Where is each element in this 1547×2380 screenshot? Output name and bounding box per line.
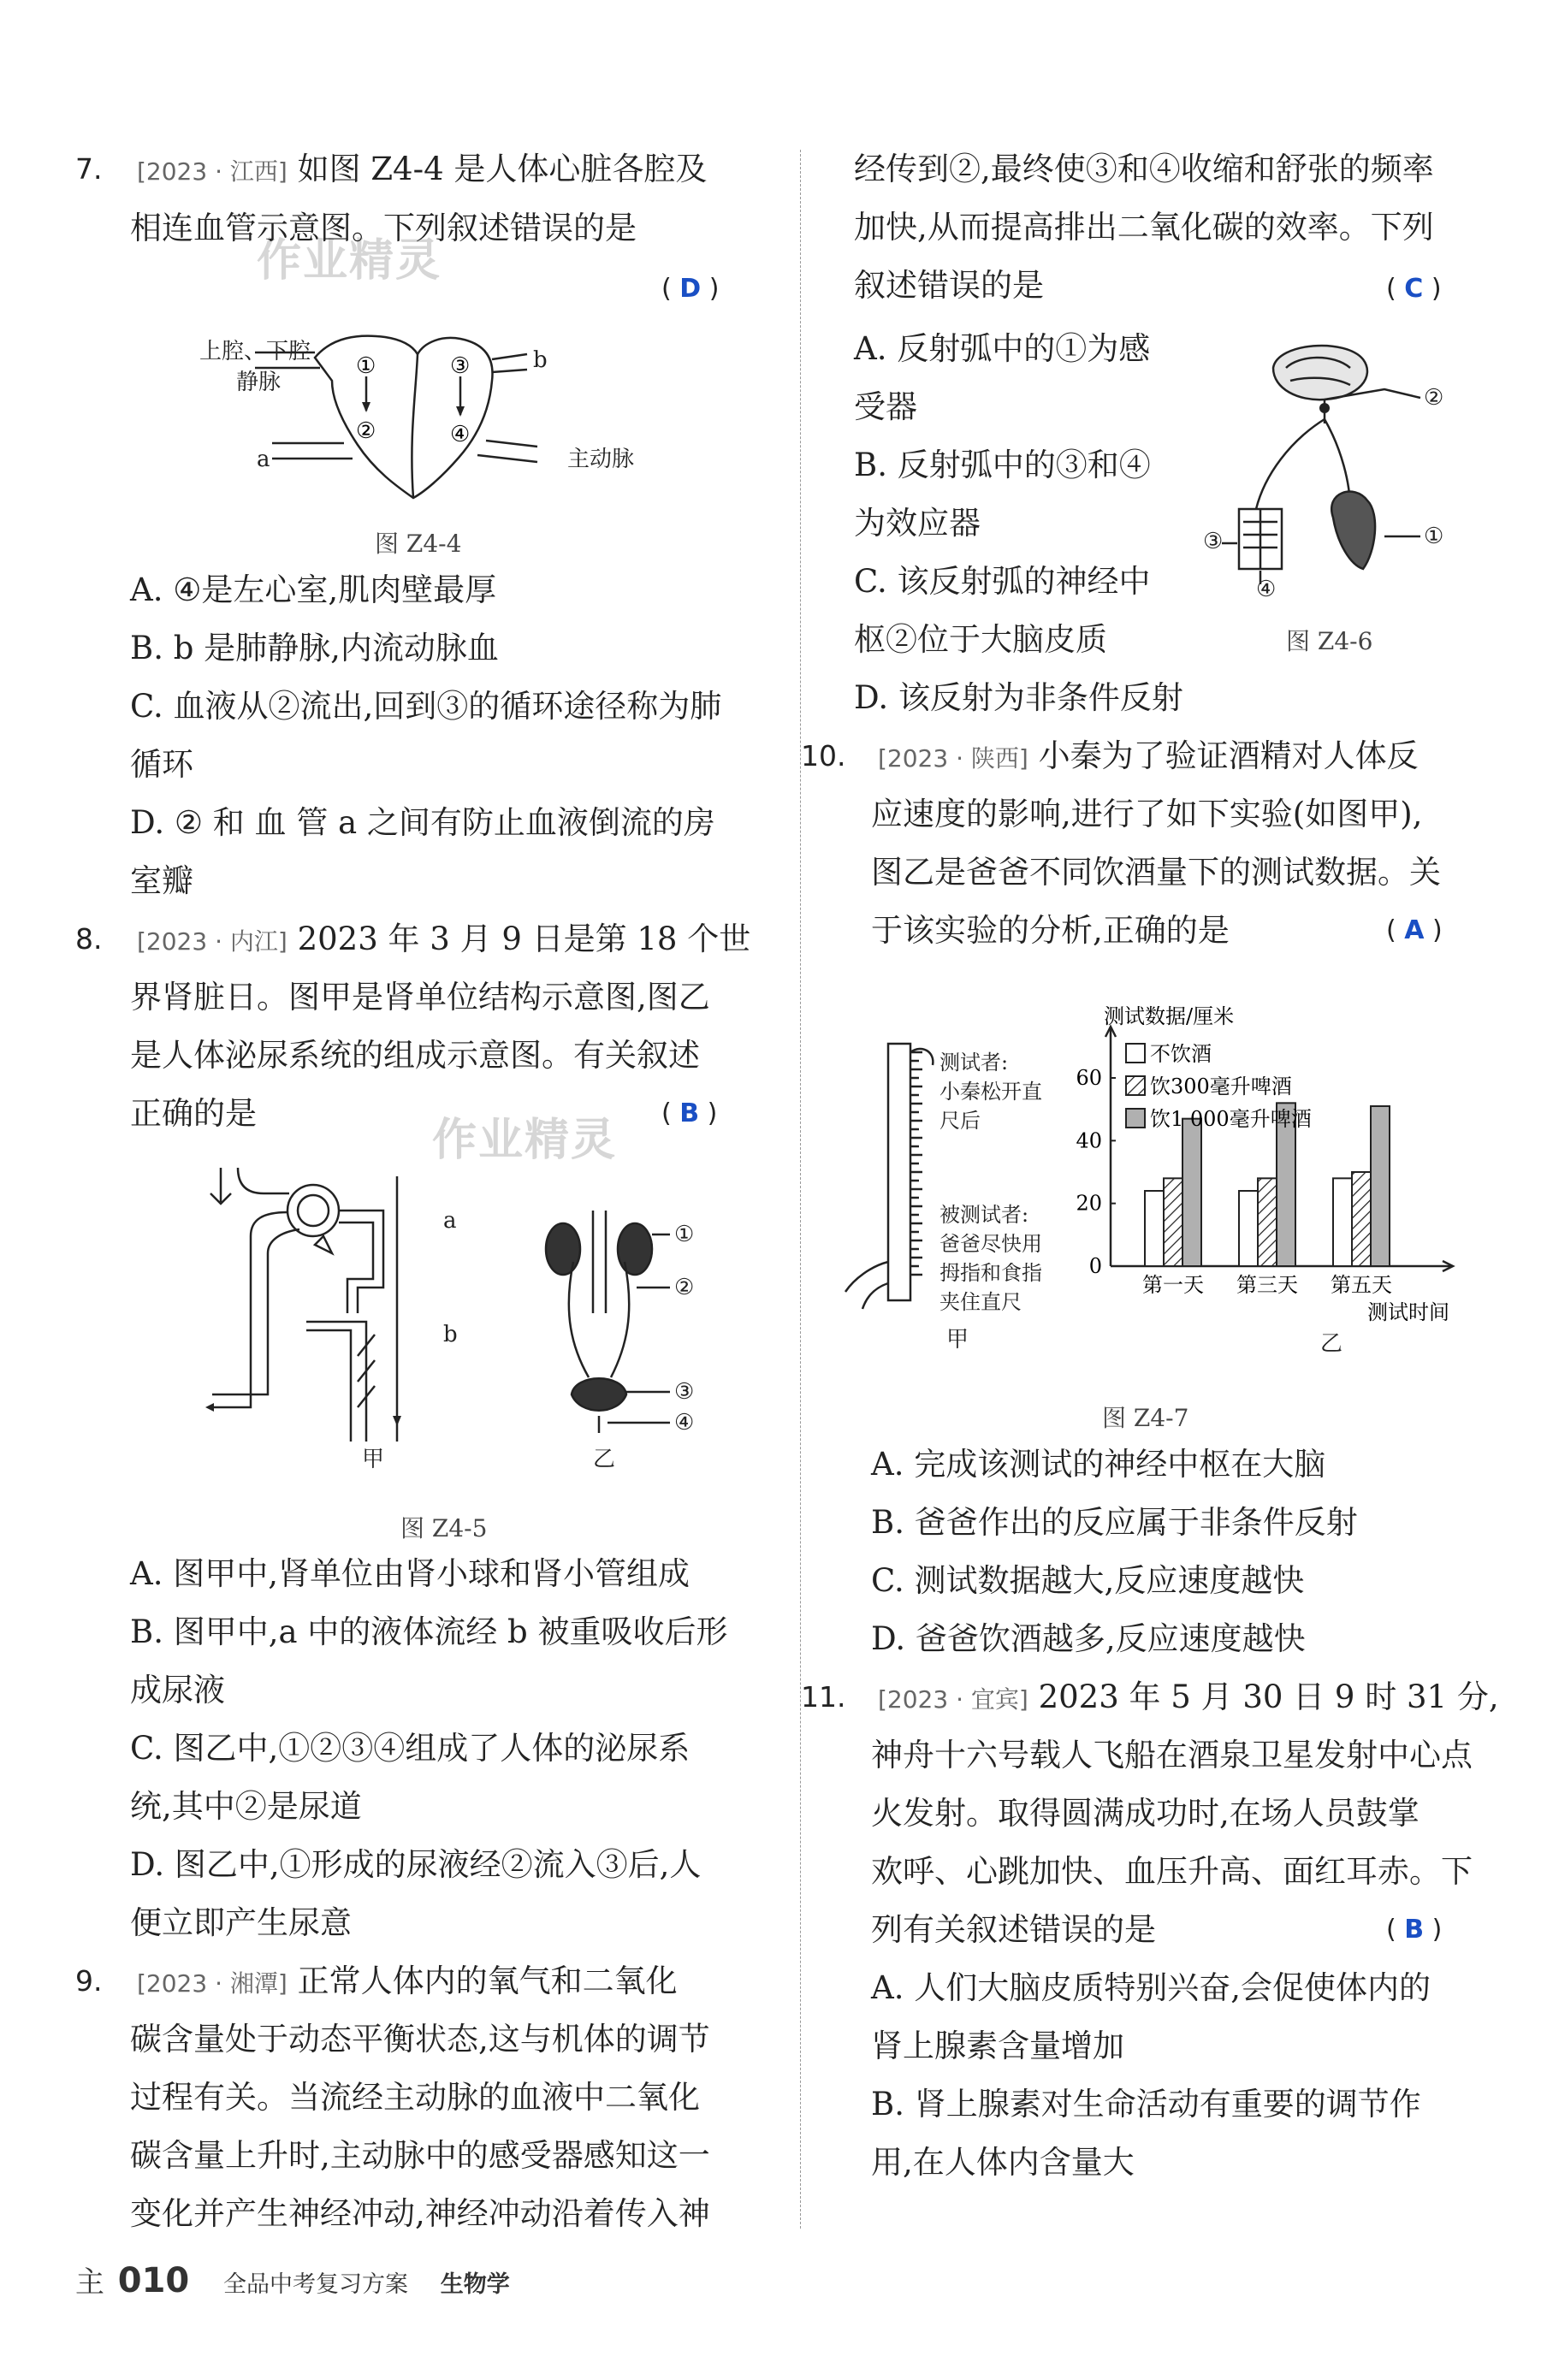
question-stem: 加快,从而提高排出二氧化碳的效率。下列 (854, 209, 1434, 246)
question-stem: 正确的是 (130, 1095, 257, 1132)
answer-choice: ( A ) (1386, 915, 1443, 945)
figure-caption: 图 Z4-6 (1286, 627, 1373, 655)
option-b: B. b 是肺静脉,内流动脉血 (130, 630, 499, 666)
question-source: [2023 · 宜宾] (878, 1685, 1028, 1714)
figure-caption: 图 Z4-4 (375, 530, 462, 558)
question-number: 9. (75, 1964, 103, 1998)
bar (1239, 1191, 1258, 1266)
option-c-cont: 枢②位于大脑皮质 (854, 621, 1107, 658)
option-c: C. 测试数据越大,反应速度越快 (871, 1562, 1305, 1599)
label-aorta: 主动脉 (567, 447, 635, 472)
y-tick-label: 0 (1088, 1254, 1102, 1278)
question-stem: 火发射。取得圆满成功时,在场人员鼓掌 (871, 1795, 1420, 1832)
question-stem: 神舟十六号载人飞船在酒泉卫星发射中心点 (871, 1737, 1473, 1773)
question-stem: 应速度的影响,进行了如下实验(如图甲), (871, 796, 1423, 832)
option-d-cont: 室瓣 (130, 862, 193, 899)
question-number: 10. (801, 739, 846, 773)
testee-label: 爸爸尽快用 (939, 1232, 1042, 1256)
question-stem: 碳含量上升时,主动脉中的感受器感知这一 (130, 2137, 710, 2174)
page-footer (75, 2259, 510, 2300)
x-tick-label: 第一天 (1142, 1273, 1204, 1297)
question-stem: [2023 · 陕西] 小秦为了验证酒精对人体反 (878, 737, 1419, 774)
legend-swatch (1126, 1109, 1145, 1128)
bar (1371, 1106, 1390, 1266)
question-stem: [2023 · 宜宾] 2023 年 5 月 30 日 9 时 31 分, (878, 1678, 1499, 1715)
question-source: [2023 · 内江] (137, 927, 287, 956)
option-a: A. 图甲中,肾单位由肾小球和肾小管组成 (130, 1555, 691, 1592)
testee-label: 被测试者: (939, 1203, 1029, 1227)
bar (1164, 1178, 1182, 1266)
label-yi: 乙 (593, 1447, 616, 1472)
reflex-arc-diagram (1205, 338, 1453, 586)
chamber-2: ② (356, 418, 376, 444)
ruler-test-diagram (837, 1035, 939, 1317)
answer-choice: ( D ) (661, 274, 720, 304)
question-stem: 界肾脏日。图甲是肾单位结构示意图,图乙 (130, 979, 710, 1015)
answer-choice: ( C ) (1386, 274, 1442, 304)
label-a: a (443, 1208, 457, 1234)
y-tick-label: 60 (1076, 1066, 1102, 1090)
tester-label: 小秦松开直 (939, 1080, 1042, 1104)
option-a: A. 人们大脑皮质特别兴奋,会促使体内的 (871, 1969, 1431, 2006)
question-stem: 欢呼、心跳加快、血压升高、面红耳赤。下 (871, 1853, 1473, 1890)
option-a: A. ④是左心室,肌肉壁最厚 (130, 571, 497, 608)
chamber-3: ③ (450, 353, 471, 379)
x-tick-label: 第五天 (1331, 1273, 1392, 1297)
legend-swatch (1126, 1076, 1145, 1095)
answer-choice: ( B ) (661, 1098, 718, 1128)
label-2: ② (674, 1275, 695, 1300)
option-a: A. 反射弧中的①为感 (854, 330, 1151, 367)
option-d-cont: 便立即产生尿意 (130, 1904, 352, 1941)
y-tick-label: 40 (1076, 1128, 1102, 1153)
label-1: ① (1424, 524, 1444, 549)
question-stem: 叙述错误的是 (854, 267, 1044, 304)
label-1: ① (674, 1222, 695, 1247)
option-a-cont: 肾上腺素含量增加 (871, 2028, 1124, 2064)
question-stem: 图乙是爸爸不同饮酒量下的测试数据。关 (871, 854, 1441, 891)
option-d: D. 图乙中,①形成的尿液经②流入③后,人 (130, 1846, 702, 1883)
option-a-cont: 受器 (854, 388, 917, 425)
label-b: b (443, 1322, 458, 1347)
label-4: ④ (674, 1410, 695, 1436)
label-vena-cava: 静脉 (236, 370, 282, 395)
figure-caption: 图 Z4-5 (400, 1514, 488, 1542)
question-number: 7. (75, 152, 103, 186)
label-b: b (533, 347, 548, 373)
legend-label: 不饮酒 (1150, 1042, 1212, 1066)
question-source: [2023 · 江西] (137, 157, 287, 186)
bar (1182, 1119, 1201, 1266)
option-d: D. ② 和 血 管 a 之间有防止血液倒流的房 (130, 804, 715, 841)
page-number: 010 (117, 2261, 190, 2300)
question-source: [2023 · 陕西] (878, 744, 1028, 773)
question-stem: [2023 · 江西] 如图 Z4-4 是人体心脏各腔及 (137, 151, 708, 187)
option-d: D. 该反射为非条件反射 (854, 679, 1183, 716)
subject-name: 生物学 (440, 2271, 510, 2298)
option-b: B. 图甲中,a 中的液体流经 b 被重吸收后形 (130, 1613, 728, 1650)
question-source: [2023 · 湘潭] (137, 1969, 287, 1998)
x-tick-label: 第三天 (1236, 1273, 1298, 1297)
option-d: D. 爸爸饮酒越多,反应速度越快 (871, 1620, 1306, 1657)
column-divider (800, 150, 801, 2229)
label-jia: 甲 (946, 1327, 969, 1353)
option-b: B. 反射弧中的③和④ (854, 447, 1151, 483)
question-number: 8. (75, 922, 103, 956)
y-tick-label: 20 (1076, 1191, 1102, 1216)
y-axis-label: 测试数据/厘米 (1104, 1004, 1235, 1028)
question-stem: 于该实验的分析,正确的是 (871, 912, 1230, 949)
watermark: 作业精灵 (432, 1115, 618, 1166)
label-a: a (257, 447, 270, 472)
question-stem: 列有关叙述错误的是 (871, 1911, 1156, 1948)
figure-caption: 图 Z4-7 (1102, 1404, 1189, 1432)
option-c-cont: 循环 (130, 746, 193, 783)
option-b-cont: 成尿液 (130, 1672, 225, 1708)
question-stem: [2023 · 内江] 2023 年 3 月 9 日是第 18 个世 (137, 921, 751, 957)
legend-swatch (1126, 1044, 1145, 1063)
tester-label: 测试者: (939, 1051, 1009, 1075)
label-jia: 甲 (362, 1447, 385, 1472)
question-stem: 碳含量处于动态平衡状态,这与机体的调节 (130, 2021, 710, 2057)
testee-label: 拇指和食指 (939, 1261, 1042, 1285)
bar (1333, 1178, 1352, 1266)
label-vena-cava: 上腔、下腔 (199, 339, 311, 364)
answer-choice: ( B ) (1386, 1915, 1443, 1945)
nephron-diagram (204, 1159, 443, 1442)
label-3: ③ (1203, 529, 1224, 554)
legend-label: 饮300毫升啤酒 (1150, 1075, 1292, 1098)
tester-label: 尺后 (939, 1109, 981, 1133)
option-c-cont: 统,其中②是尿道 (130, 1788, 362, 1825)
legend-label: 饮1 000毫升啤酒 (1150, 1107, 1312, 1131)
x-axis-label: 测试时间 (1367, 1300, 1449, 1324)
bar (1145, 1191, 1164, 1266)
question-stem: 变化并产生神经冲动,神经冲动沿着传入神 (130, 2195, 710, 2232)
option-a: A. 完成该测试的神经中枢在大脑 (871, 1446, 1326, 1483)
testee-label: 夹住直尺 (939, 1290, 1022, 1314)
option-b-cont: 用,在人体内含量大 (871, 2144, 1135, 2181)
option-b-cont: 为效应器 (854, 505, 981, 542)
question-stem: 经传到②,最终使③和④收缩和舒张的频率 (854, 151, 1434, 187)
option-c: C. 血液从②流出,回到③的循环途径称为肺 (130, 688, 722, 725)
option-c: C. 该反射弧的神经中 (854, 563, 1151, 600)
reaction-bar-chart (1059, 1004, 1461, 1352)
watermark: 作业精灵 (257, 235, 442, 287)
bar (1352, 1172, 1371, 1266)
question-stem: [2023 · 湘潭] 正常人体内的氧气和二氧化 (137, 1963, 678, 1999)
bar (1258, 1178, 1277, 1266)
label-2: ② (1424, 385, 1444, 411)
label-yi: 乙 (1320, 1331, 1343, 1357)
footer-mark: 主 (75, 2265, 104, 2300)
question-stem: 过程有关。当流经主动脉的血液中二氧化 (130, 2079, 700, 2116)
label-4: ④ (1256, 577, 1277, 602)
option-c: C. 图乙中,①②③④组成了人体的泌尿系 (130, 1730, 691, 1767)
chamber-1: ① (356, 353, 376, 379)
option-b: B. 肾上腺素对生命活动有重要的调节作 (871, 2086, 1421, 2122)
chamber-4: ④ (450, 422, 471, 447)
question-number: 11. (801, 1680, 846, 1714)
option-b: B. 爸爸作出的反应属于非条件反射 (871, 1504, 1358, 1541)
question-stem: 是人体泌尿系统的组成示意图。有关叙述 (130, 1037, 700, 1074)
question-stem: 相连血管示意图。下列叙述错误的是 (130, 210, 637, 246)
book-title: 全品中考复习方案 (223, 2271, 409, 2298)
label-3: ③ (674, 1379, 695, 1405)
